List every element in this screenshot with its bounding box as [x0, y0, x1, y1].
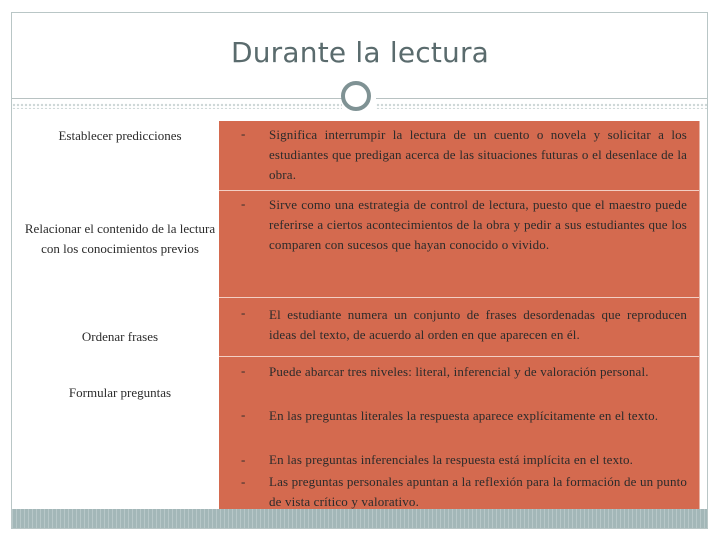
- footer-band: [12, 509, 707, 528]
- strategy-name: Ordenar frases: [81, 329, 159, 344]
- strategy-name: Relacionar el contenido de la lectura con los conocimientos previos: [24, 221, 216, 256]
- strategy-description: Puede abarcar tres niveles: literal, inferencial y de valoración personal.: [269, 364, 649, 379]
- strategy-description: Sirve como una estrategia de control de lectura, puesto que el maestro puede referirse a ciertos acontecimientos de la obra y pedir a sus estudiantes que los comparen con sucesos que hayan conocido o vivido.: [269, 197, 687, 252]
- strategies-table: [23, 121, 699, 514]
- strategy-description: Las preguntas personales apuntan a la reflexión para la formación de un punto de vista crítico y valorativo.: [269, 474, 688, 509]
- bullet-dash: -: [241, 452, 246, 467]
- strategy-description: El estudiante numera un conjunto de frases desordenadas que reproducen ideas del texto, de acuerdo al orden en que aparecen en él.: [269, 307, 687, 342]
- strategy-description: En las preguntas literales la respuesta aparece explícitamente en el texto.: [269, 408, 659, 423]
- bullet-dash: -: [241, 196, 246, 211]
- bullet-dash: -: [241, 305, 246, 320]
- row-divider: [219, 190, 699, 191]
- strategy-names-column: [23, 121, 217, 514]
- strategy-description: En las preguntas inferenciales la respuesta está implícita en el texto.: [269, 452, 634, 467]
- slide-title: Durante la lectura: [230, 36, 490, 69]
- strategy-name: Establecer predicciones: [58, 128, 182, 143]
- strategy-name: Formular preguntas: [68, 385, 172, 400]
- title-divider-dots-left: [12, 103, 342, 109]
- title-divider-left: [12, 98, 342, 99]
- bullet-dash: -: [241, 474, 246, 489]
- ring-ornament-icon: [341, 81, 371, 111]
- strategy-description: Significa interrumpir la lectura de un cuento o novela y solicitar a los estudiantes que predigan acerca de las situaciones futuras o el desenlace de la obra.: [269, 127, 687, 182]
- row-divider: [219, 297, 699, 298]
- title-divider-dots-right: [376, 103, 707, 109]
- bullet-dash: -: [241, 126, 246, 141]
- row-divider: [219, 356, 699, 357]
- bullet-dash: -: [241, 363, 246, 378]
- title-divider-right: [376, 98, 707, 99]
- bullet-dash: -: [241, 407, 246, 422]
